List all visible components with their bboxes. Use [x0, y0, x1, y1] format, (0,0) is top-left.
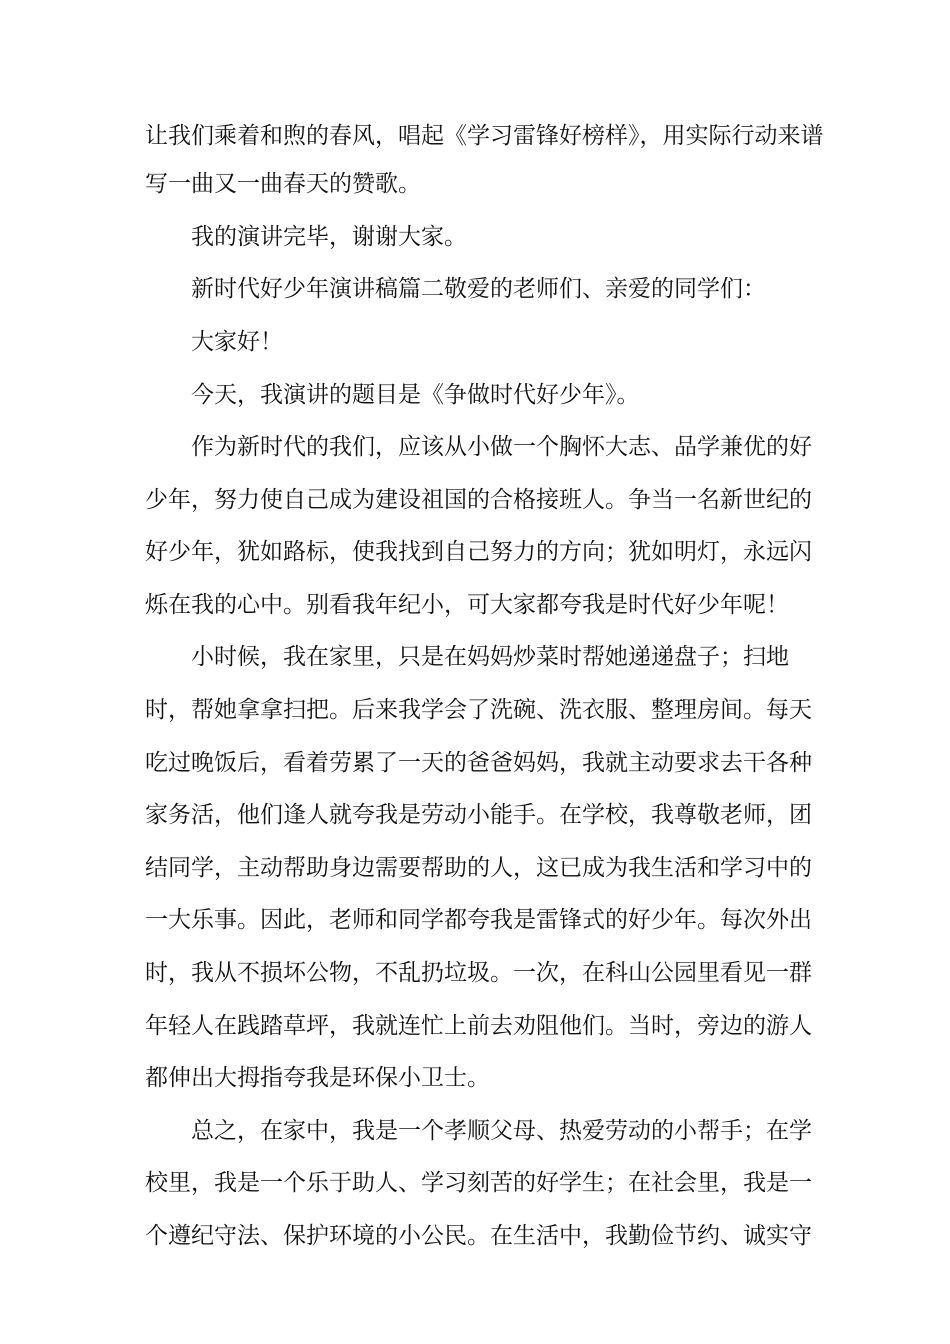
text-line: 让我们乘着和煦的春风，唱起《学习雷锋好榜样》，用实际行动来谱	[145, 123, 824, 149]
text-line: 少年，努力使自己成为建设祖国的合格接班人。争当一名新世纪的	[145, 487, 812, 513]
text-line: 烁在我的心中。别看我年纪小，可大家都夸我是时代好少年呢！	[145, 592, 789, 618]
text-line: 新时代好少年演讲稿篇二敬爱的老师们、亲爱的同学们：	[191, 276, 766, 302]
text-line: 作为新时代的我们，应该从小做一个胸怀大志、品学兼优的好	[191, 434, 812, 460]
text-line: 总之，在家中，我是一个孝顺父母、热爱劳动的小帮手；在学	[191, 1118, 812, 1144]
text-line: 吃过晚饭后，看着劳累了一天的爸爸妈妈，我就主动要求去干各种	[145, 750, 812, 776]
text-line: 时，帮她拿拿扫把。后来我学会了洗碗、洗衣服、整理房间。每天	[145, 697, 812, 723]
text-line: 都伸出大拇指夸我是环保小卫士。	[145, 1065, 490, 1091]
text-line: 今天，我演讲的题目是《争做时代好少年》。	[191, 382, 640, 408]
text-line: 好少年，犹如路标，使我找到自己努力的方向；犹如明灯，永远闪	[145, 539, 812, 565]
text-line: 结同学，主动帮助身边需要帮助的人，这已成为我生活和学习中的	[145, 855, 812, 881]
text-line: 家务活，他们逢人就夸我是劳动小能手。在学校，我尊敬老师，团	[145, 802, 812, 828]
text-line: 时，我从不损坏公物，不乱扔垃圾。一次，在科山公园里看见一群	[145, 960, 812, 986]
text-line: 小时候，我在家里，只是在妈妈炒菜时帮她递递盘子；扫地	[191, 644, 789, 670]
text-line: 年轻人在践踏草坪，我就连忙上前去劝阻他们。当时，旁边的游人	[145, 1013, 812, 1039]
text-line: 一大乐事。因此，老师和同学都夸我是雷锋式的好少年。每次外出	[145, 907, 812, 933]
text-line: 写一曲又一曲春天的赞歌。	[145, 171, 421, 197]
text-line: 个遵纪守法、保护环境的小公民。在生活中，我勤俭节约、诚实守	[145, 1223, 812, 1249]
text-line: 校里，我是一个乐于助人、学习刻苦的好学生；在社会里，我是一	[145, 1170, 812, 1196]
text-line: 大家好！	[191, 329, 283, 355]
text-line: 我的演讲完毕，谢谢大家。	[191, 224, 467, 250]
